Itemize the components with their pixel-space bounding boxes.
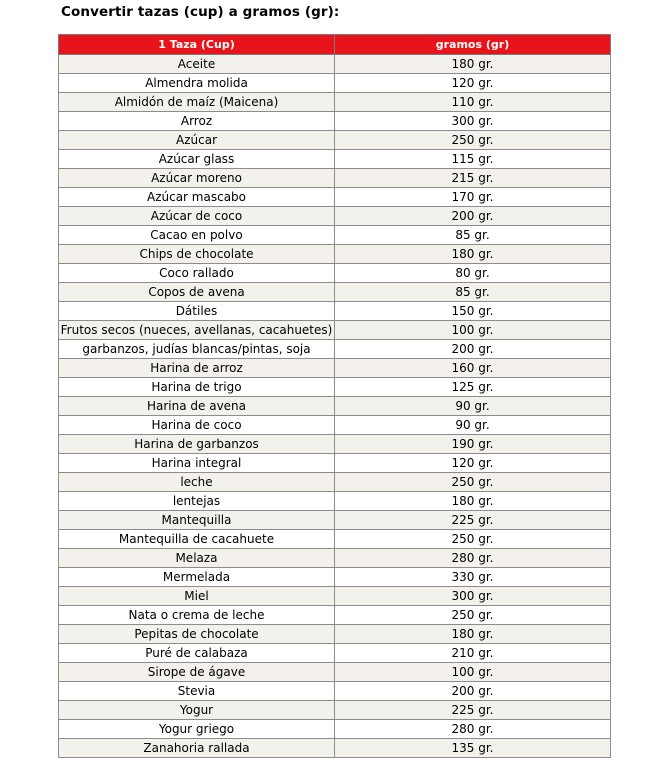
table-row [59, 283, 611, 302]
ingredient-cell: Sirope de ágave [59, 663, 335, 682]
ingredient-cell: Melaza [59, 549, 335, 568]
grams-cell: 200 gr. [335, 682, 611, 701]
ingredient-cell: Arroz [59, 112, 335, 131]
ingredient-cell: lentejas [59, 492, 335, 511]
grams-cell: 180 gr. [335, 492, 611, 511]
table-row [59, 416, 611, 435]
grams-cell: 190 gr. [335, 435, 611, 454]
grams-cell: 215 gr. [335, 169, 611, 188]
grams-cell: 115 gr. [335, 150, 611, 169]
grams-cell: 180 gr. [335, 245, 611, 264]
table-row [59, 720, 611, 739]
table-row [59, 435, 611, 454]
table-row [59, 511, 611, 530]
table-row [59, 359, 611, 378]
table-row [59, 644, 611, 663]
ingredient-cell: Azúcar de coco [59, 207, 335, 226]
conversion-table [58, 34, 611, 758]
table-row [59, 55, 611, 74]
grams-cell: 210 gr. [335, 644, 611, 663]
ingredient-cell: Coco rallado [59, 264, 335, 283]
table-row [59, 302, 611, 321]
grams-cell: 225 gr. [335, 511, 611, 530]
table-row [59, 549, 611, 568]
table-row [59, 739, 611, 758]
ingredient-cell: Pepitas de chocolate [59, 625, 335, 644]
ingredient-cell: Azúcar moreno [59, 169, 335, 188]
ingredient-cell: Harina de avena [59, 397, 335, 416]
ingredient-cell: Puré de calabaza [59, 644, 335, 663]
grams-cell: 250 gr. [335, 473, 611, 492]
grams-cell: 200 gr. [335, 207, 611, 226]
grams-cell: 300 gr. [335, 112, 611, 131]
ingredient-cell: Yogur griego [59, 720, 335, 739]
table-row [59, 568, 611, 587]
grams-cell: 200 gr. [335, 340, 611, 359]
table-row [59, 606, 611, 625]
grams-cell: 150 gr. [335, 302, 611, 321]
ingredient-cell: Stevia [59, 682, 335, 701]
ingredient-cell: Copos de avena [59, 283, 335, 302]
column-header-cup: 1 Taza (Cup) [59, 35, 335, 55]
table-row [59, 131, 611, 150]
table-row [59, 169, 611, 188]
ingredient-cell: Dátiles [59, 302, 335, 321]
table-row [59, 321, 611, 340]
page-title: Convertir tazas (cup) a gramos (gr): [61, 4, 340, 20]
grams-cell: 120 gr. [335, 454, 611, 473]
ingredient-cell: Yogur [59, 701, 335, 720]
table-row [59, 454, 611, 473]
table-row [59, 587, 611, 606]
table-row [59, 701, 611, 720]
grams-cell: 180 gr. [335, 55, 611, 74]
grams-cell: 125 gr. [335, 378, 611, 397]
grams-cell: 280 gr. [335, 720, 611, 739]
grams-cell: 250 gr. [335, 606, 611, 625]
ingredient-cell: leche [59, 473, 335, 492]
ingredient-cell: Aceite [59, 55, 335, 74]
grams-cell: 180 gr. [335, 625, 611, 644]
ingredient-cell: Mantequilla [59, 511, 335, 530]
ingredient-cell: Harina de trigo [59, 378, 335, 397]
table-row [59, 93, 611, 112]
table-row [59, 530, 611, 549]
ingredient-cell: Frutos secos (nueces, avellanas, cacahuetes) [59, 321, 335, 340]
table-row [59, 74, 611, 93]
grams-cell: 330 gr. [335, 568, 611, 587]
table-body [59, 55, 611, 758]
table-row [59, 682, 611, 701]
table-row [59, 188, 611, 207]
table-row [59, 397, 611, 416]
table-row [59, 264, 611, 283]
grams-cell: 250 gr. [335, 530, 611, 549]
ingredient-cell: Cacao en polvo [59, 226, 335, 245]
ingredient-cell: Almendra molida [59, 74, 335, 93]
grams-cell: 160 gr. [335, 359, 611, 378]
ingredient-cell: Harina de arroz [59, 359, 335, 378]
ingredient-cell: Nata o crema de leche [59, 606, 335, 625]
grams-cell: 225 gr. [335, 701, 611, 720]
grams-cell: 90 gr. [335, 416, 611, 435]
table-row [59, 245, 611, 264]
table-row [59, 473, 611, 492]
table-row [59, 226, 611, 245]
ingredient-cell: Azúcar mascabo [59, 188, 335, 207]
ingredient-cell: Zanahoria rallada [59, 739, 335, 758]
table-row [59, 207, 611, 226]
table-header [59, 35, 611, 55]
grams-cell: 110 gr. [335, 93, 611, 112]
ingredient-cell: Miel [59, 587, 335, 606]
grams-cell: 250 gr. [335, 131, 611, 150]
grams-cell: 300 gr. [335, 587, 611, 606]
ingredient-cell: Chips de chocolate [59, 245, 335, 264]
ingredient-cell: Mantequilla de cacahuete [59, 530, 335, 549]
grams-cell: 135 gr. [335, 739, 611, 758]
grams-cell: 90 gr. [335, 397, 611, 416]
ingredient-cell: Harina de garbanzos [59, 435, 335, 454]
grams-cell: 80 gr. [335, 264, 611, 283]
table-row [59, 378, 611, 397]
table-row [59, 663, 611, 682]
grams-cell: 85 gr. [335, 283, 611, 302]
ingredient-cell: Almidón de maíz (Maicena) [59, 93, 335, 112]
table-row [59, 625, 611, 644]
grams-cell: 120 gr. [335, 74, 611, 93]
grams-cell: 100 gr. [335, 663, 611, 682]
grams-cell: 100 gr. [335, 321, 611, 340]
table-row [59, 112, 611, 131]
grams-cell: 170 gr. [335, 188, 611, 207]
ingredient-cell: Harina integral [59, 454, 335, 473]
table-row [59, 150, 611, 169]
table-row [59, 340, 611, 359]
ingredient-cell: garbanzos, judías blancas/pintas, soja [59, 340, 335, 359]
table-row [59, 492, 611, 511]
ingredient-cell: Mermelada [59, 568, 335, 587]
grams-cell: 85 gr. [335, 226, 611, 245]
grams-cell: 280 gr. [335, 549, 611, 568]
ingredient-cell: Azúcar glass [59, 150, 335, 169]
column-header-grams: gramos (gr) [335, 35, 611, 55]
table-header-row [59, 35, 611, 55]
ingredient-cell: Azúcar [59, 131, 335, 150]
ingredient-cell: Harina de coco [59, 416, 335, 435]
